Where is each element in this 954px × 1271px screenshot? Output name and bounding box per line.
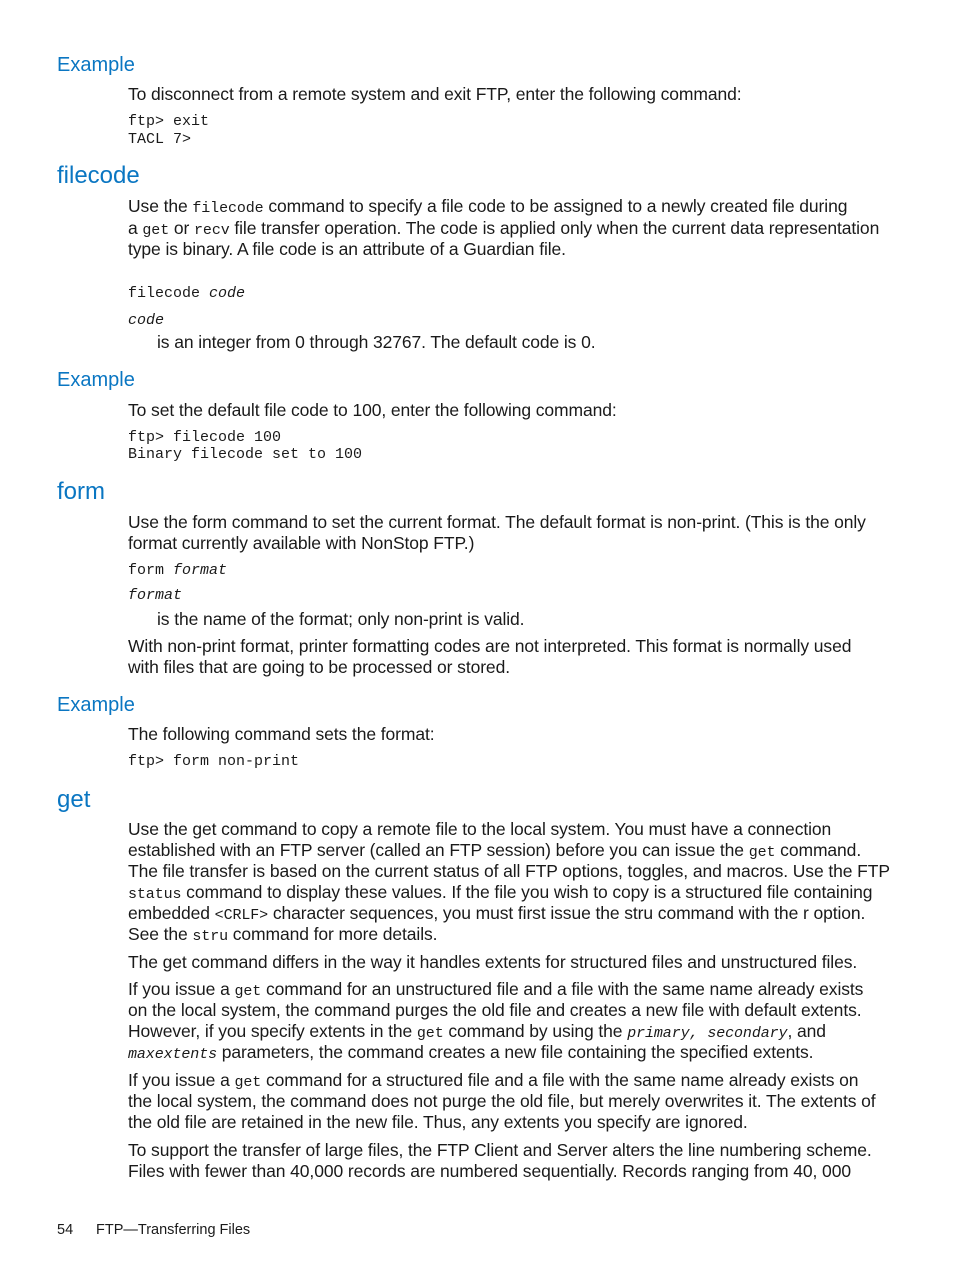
paragraph-line: To support the transfer of large files, the FTP Client and Server alters the line numbering scheme.	[128, 1140, 872, 1160]
paragraph-line	[128, 903, 865, 924]
section-heading-get: get	[57, 786, 91, 813]
text: or	[169, 218, 195, 238]
text: command for more details.	[228, 924, 438, 944]
text: parameters, the command creates a new file containing the specified extents.	[217, 1042, 814, 1062]
text: Use the	[128, 196, 193, 216]
paragraph-line: The file transfer is based on the current status of all FTP options, toggles, and macros. Use the FTP	[128, 861, 890, 881]
section-heading-filecode: filecode	[57, 162, 140, 189]
syntax-command: filecode	[128, 285, 210, 302]
example-heading: Example	[57, 369, 135, 391]
paragraph: To set the default file code to 100, enter the following command:	[128, 400, 617, 420]
syntax-line	[128, 562, 227, 579]
code-line: Binary filecode set to 100	[128, 446, 363, 463]
syntax-command: form	[128, 562, 174, 579]
example-heading: Example	[57, 694, 135, 716]
paragraph-line	[128, 1042, 813, 1063]
paragraph-line	[128, 1021, 826, 1042]
paragraph: The following command sets the format:	[128, 724, 435, 744]
text: , and	[787, 1021, 826, 1041]
syntax-line	[128, 285, 245, 302]
text: embedded	[128, 903, 215, 923]
inline-code: stru	[192, 928, 228, 945]
text: If you issue a	[128, 1070, 235, 1090]
parameter-description: is an integer from 0 through 32767. The default code is 0.	[157, 332, 596, 352]
text: command to display these values. If the file you wish to copy is a structured file containing	[181, 882, 873, 902]
inline-code: get	[748, 844, 776, 861]
inline-code: <CRLF>	[214, 907, 269, 924]
paragraph-line	[128, 882, 872, 903]
text: command for a structured file and a file with the same name already exists on	[261, 1070, 859, 1090]
syntax-argument: format	[173, 562, 228, 579]
paragraph-line	[128, 196, 847, 217]
paragraph-line: The get command differs in the way it handles extents for structured files and unstructured files.	[128, 952, 858, 972]
page-number: 54	[57, 1222, 74, 1238]
paragraph-line: Files with fewer than 40,000 records are numbered sequentially. Records ranging from 40, 000	[128, 1161, 851, 1181]
paragraph-line	[128, 218, 879, 239]
code-line: TACL 7>	[128, 131, 192, 148]
paragraph-line: type is binary. A file code is an attribute of a Guardian file.	[128, 239, 566, 259]
paragraph-line: with files that are going to be processed or stored.	[128, 657, 510, 677]
paragraph-line: the old file are retained in the new file. Thus, any extents you specify are ignored.	[128, 1112, 748, 1132]
paragraph-line: the local system, the command does not purge the old file, but merely overwrites it. The extents of	[128, 1091, 876, 1111]
code-line: ftp> exit	[128, 113, 210, 130]
text: a	[128, 218, 143, 238]
inline-code: get	[234, 983, 262, 1000]
paragraph-line: With non-print format, printer formatting codes are not interpreted. This format is normally used	[128, 636, 852, 656]
code-line: ftp> form non-print	[128, 753, 300, 770]
text: See the	[128, 924, 193, 944]
parameter-name: code	[128, 312, 165, 329]
text: established with an FTP server (called an FTP session) before you can issue the	[128, 840, 749, 860]
parameter-description: is the name of the format; only non-print is valid.	[157, 609, 525, 629]
inline-code: recv	[194, 222, 230, 239]
inline-code: filecode	[192, 200, 264, 217]
inline-code: get	[234, 1074, 262, 1091]
inline-code-italic: primary, secondary	[627, 1025, 788, 1042]
text: If you issue a	[128, 979, 235, 999]
paragraph-line: Use the get command to copy a remote file to the local system. You must have a connection	[128, 819, 832, 839]
paragraph-line	[128, 840, 861, 861]
section-heading-form: form	[57, 478, 105, 505]
paragraph-line: format currently available with NonStop FTP.)	[128, 533, 475, 553]
code-line: ftp> filecode 100	[128, 429, 282, 446]
text: command by using the	[443, 1021, 628, 1041]
inline-code: status	[128, 886, 182, 903]
paragraph-line	[128, 1070, 858, 1091]
parameter-name: format	[128, 587, 183, 604]
inline-code-italic: maxextents	[128, 1046, 218, 1063]
paragraph-line	[128, 979, 863, 1000]
footer-title: FTP—Transferring Files	[96, 1222, 251, 1238]
paragraph: To disconnect from a remote system and exit FTP, enter the following command:	[128, 84, 742, 104]
paragraph-line	[128, 924, 437, 945]
text: file transfer operation. The code is applied only when the current data representation	[229, 218, 880, 238]
inline-code: get	[142, 222, 170, 239]
paragraph-line: Use the form command to set the current format. The default format is non-print. (This is the only	[128, 512, 866, 532]
paragraph-line: on the local system, the command purges the old file and creates a new file with default extents.	[128, 1000, 862, 1020]
inline-code: get	[416, 1025, 444, 1042]
text: command to specify a file code to be assigned to a newly created file during	[263, 196, 848, 216]
example-heading: Example	[57, 54, 135, 76]
text: command for an unstructured file and a file with the same name already exists	[261, 979, 864, 999]
syntax-argument: code	[209, 285, 246, 302]
text: command.	[775, 840, 862, 860]
text: character sequences, you must first issue the stru command with the r option.	[268, 903, 866, 923]
text: However, if you specify extents in the	[128, 1021, 417, 1041]
